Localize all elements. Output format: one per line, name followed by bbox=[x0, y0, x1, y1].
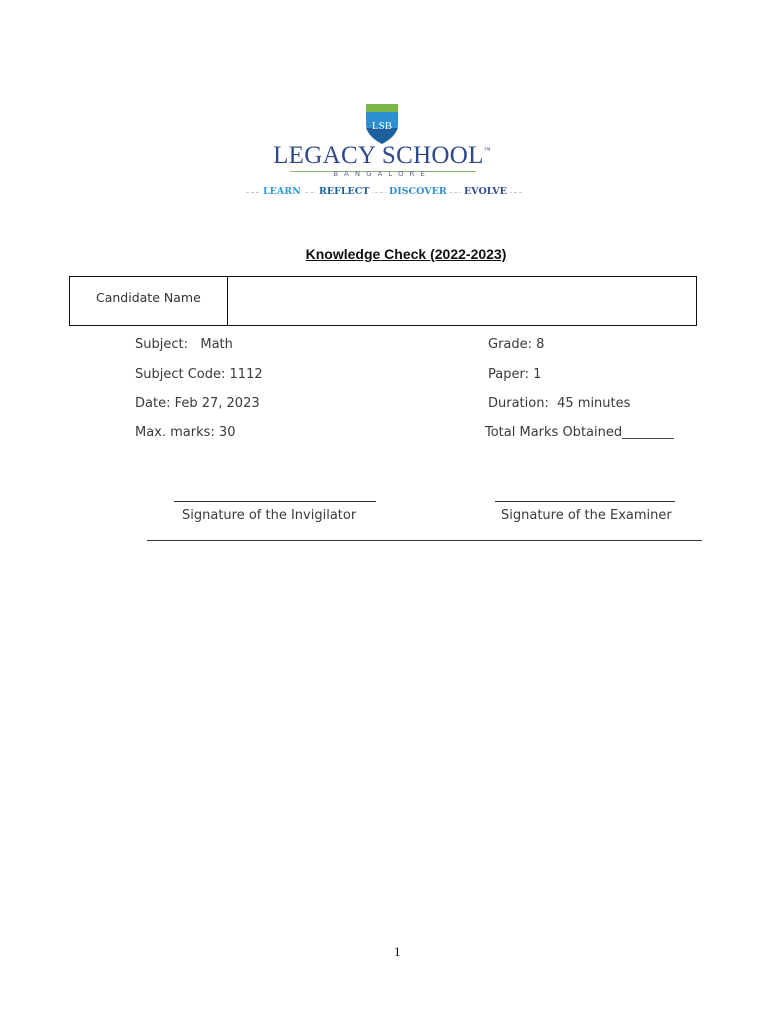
logo-tagline bbox=[246, 186, 522, 200]
candidate-name-label-cell bbox=[70, 277, 228, 325]
logo-city: BANGALORE bbox=[333, 170, 431, 178]
date-field: Date: Feb 27, 2023 bbox=[135, 396, 260, 411]
invigilator-signature-label: Signature of the Invigilator bbox=[182, 508, 357, 523]
subject-field: Subject: Math bbox=[135, 337, 233, 352]
school-logo bbox=[240, 100, 530, 205]
candidate-name-label: Candidate Name bbox=[96, 290, 201, 305]
duration-field: Duration: 45 minutes bbox=[488, 396, 631, 411]
page-title: Knowledge Check (2022-2023) bbox=[305, 246, 507, 262]
examiner-signature-line bbox=[495, 501, 675, 502]
paper-field: Paper: 1 bbox=[488, 367, 542, 382]
total-marks-obtained-field: Total Marks Obtained________ bbox=[485, 425, 675, 440]
tagline-learn: LEARN bbox=[260, 186, 304, 197]
examiner-signature-label: Signature of the Examiner bbox=[501, 508, 672, 523]
candidate-name-field[interactable] bbox=[228, 277, 696, 325]
logo-badge-text: LSB bbox=[371, 120, 393, 132]
grade-field: Grade: 8 bbox=[488, 337, 545, 352]
shield-icon bbox=[364, 102, 400, 146]
invigilator-signature-line bbox=[174, 501, 376, 502]
subject-code-field: Subject Code: 1112 bbox=[135, 367, 263, 382]
tagline-evolve: EVOLVE bbox=[461, 186, 510, 197]
page-number: 1 bbox=[394, 944, 401, 959]
candidate-name-table bbox=[69, 276, 697, 326]
max-marks-field: Max. marks: 30 bbox=[135, 425, 236, 440]
tagline-reflect: REFLECT bbox=[316, 186, 372, 197]
tagline-discover: DISCOVER bbox=[386, 186, 450, 197]
section-divider-line bbox=[147, 540, 702, 541]
logo-school-name: LEGACY SCHOOL™ bbox=[273, 142, 491, 169]
